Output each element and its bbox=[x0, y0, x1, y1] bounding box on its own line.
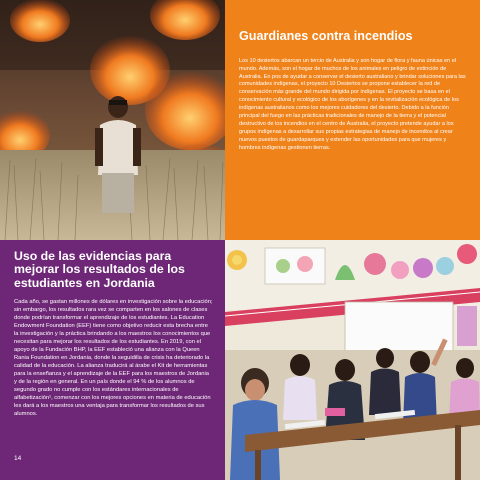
page-number: 14 bbox=[14, 455, 22, 462]
fire-guardians-section bbox=[225, 0, 480, 240]
classroom-photo bbox=[225, 240, 480, 480]
bushfire-illustration bbox=[0, 0, 225, 240]
fire-guardians-heading: Guardianes contra incendios bbox=[239, 29, 413, 43]
bushfire-photo bbox=[0, 0, 225, 240]
evidence-jordan-body: Cada año, se gastan millones de dólares en investigación sobre la educación; sin embargo, los resultados rara vez se comparten en los salones de clases donde podrían transformar el aprendizaje de los estudiantes. La Education Endowment Foundation (EEF) tiene como objetivo reducir esta brecha entre la investigación y la práctica brindando a los maestros los conocimientos que necesitan para mejorar los resultados de los estudiantes. En 2019, con el apoyo de la Fundación BHP, la EEF estableció una alianza con la Queen Rania Foundation en Jordania, donde la seguidilla de crisis ha deteriorado la calidad de la educación. La alianza traducirá al árabe el Kit de herramientas para la enseñanza y el aprendizaje de la EEF para los maestros de Jordania y de la región en general. En un país donde el 94 % de los alumnos de segundo grado no cumple con los estándares internacionales de alfabetización¹, comenzar con los mejores opciones en materia de educación les dará a los maestros una ventaja para transformar los resultados de sus alumnos. bbox=[14, 298, 213, 418]
classroom-illustration bbox=[225, 240, 480, 480]
fire-guardians-body: Los 10 desiertos abarcan un tercio de Australia y son hogar de flora y fauna únicas en el mundo. Además, son el hogar de muchos de los animales en peligro de extinción de Australia. En pos de ayudar a conservar el desierto australiano y brindar soluciones para las comunidades indígenas, el proyecto 10 Desiertos se propone establecer la red de conservación más grande del mundo dirigida por indígenas. El proyecto se basa en el conocimiento cultural y ecológico de los aborígenes y en la revitalización ecológica de los indígenas australianos como los mejores cuidadores del desierto. Debido a la función principal del fuego en las prácticas tradicionales de manejo de la tierra y el potencial destructivo de los incendios en el centro de Australia, el proyecto pretende ayudar a los grupos indígenas a desarrollar sus propias estrategias de manejo de incendios al crear nuevos puestos de guardaparques y extender las oportunidades para que mujeres y hombres indígenas gestionen tierras. bbox=[239, 57, 466, 152]
evidence-jordan-heading: Uso de las evidencias para mejorar los resultados de los estudiantes en Jordania bbox=[14, 249, 185, 290]
evidence-jordan-section bbox=[0, 240, 225, 480]
